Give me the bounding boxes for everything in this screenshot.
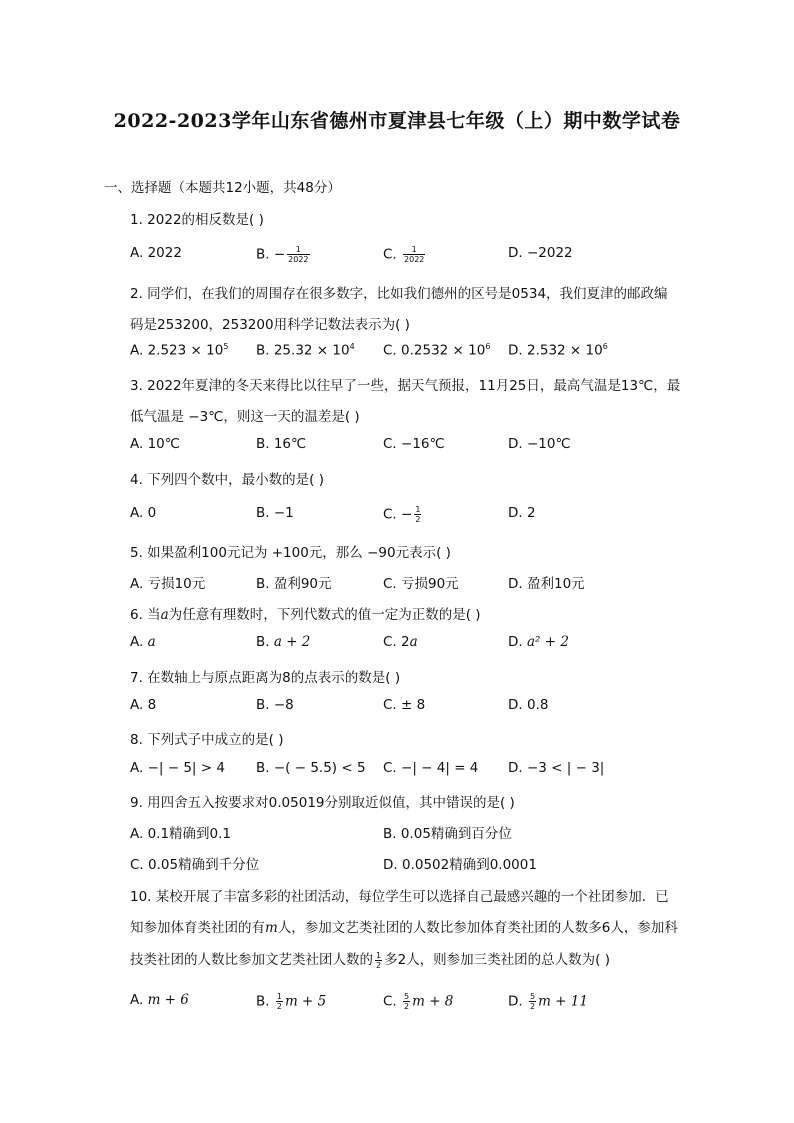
question-4-stem: 4. 下列四个数中，最小数的是( ) <box>130 472 324 488</box>
q5-option-b: B. 盈利90元 <box>256 576 332 592</box>
question-2-stem-line-1: 2. 同学们，在我们的周围存在很多数字，比如我们德州的区号是0534，我们夏津的邮政编 <box>130 286 668 302</box>
q7-option-d: D. 0.8 <box>508 697 549 713</box>
q1-option-c: C. $\frac{1}{2022}$ <box>383 245 425 264</box>
q10-option-b: B. $\frac{1}{2}$ m + 5 <box>256 992 327 1011</box>
q5-option-c: C. 亏损90元 <box>383 576 459 592</box>
fraction: $\frac{5}{2}$ <box>404 992 410 1011</box>
question-2-stem-line-2: 码是253200，253200用科学记数法表示为( ) <box>130 317 410 333</box>
q8-option-a: A. −| − 5| > 4 <box>130 760 225 776</box>
q5-option-d: D. 盈利10元 <box>508 576 585 592</box>
q4-option-d: D. 2 <box>508 505 536 521</box>
q3-option-a: A. 10℃ <box>130 436 180 452</box>
fraction: $\frac{1}{2022}$ <box>404 245 425 264</box>
section-heading: 一、选择题（本题共12小题，共48分） <box>104 180 341 196</box>
q6-option-a: A. a <box>130 634 156 650</box>
q6-option-d: D. a² + 2 <box>508 634 569 650</box>
fraction: $\frac{5}{2}$ <box>529 992 536 1011</box>
q10-option-d: D. $\frac{5}{2}$ m + 11 <box>508 992 588 1011</box>
question-6-stem: 6. 当a为任意有理数时，下列代数式的值一定为正数的是( ) <box>130 607 481 623</box>
q2-option-a: A. $2.523 \times 10^5$ <box>130 342 229 359</box>
q2-option-b: B. $25.32 \times 10^4$ <box>256 342 355 359</box>
q10-option-c: C. $\frac{5}{2}$ m + 8 <box>383 992 454 1011</box>
q1-option-b: B. − $\frac{1}{2022}$ <box>256 245 309 264</box>
question-3-stem-line-2: 低气温是 −3℃，则这一天的温差是( ) <box>130 409 360 425</box>
q8-option-c: C. −| − 4| = 4 <box>383 760 479 776</box>
fraction: $\frac{1}{2}$ <box>415 505 421 524</box>
q2-option-d: D. $2.532 \times 10^6$ <box>508 342 608 359</box>
q9-option-c: C. 0.05精确到千分位 <box>130 857 260 873</box>
q1-option-a: A. 2022 <box>130 245 182 261</box>
page-title: 2022-2023学年山东省德州市夏津县七年级（上）期中数学试卷 <box>113 110 681 132</box>
q7-option-a: A. 8 <box>130 697 157 713</box>
fraction: $\frac{1}{2}$ <box>276 992 282 1011</box>
q2-option-c: C. $0.2532 \times 10^6$ <box>383 342 491 359</box>
q6-option-b: B. a + 2 <box>256 634 311 650</box>
q8-option-b: B. −( − 5.5) < 5 <box>256 760 366 776</box>
question-7-stem: 7. 在数轴上与原点距离为8的点表示的数是( ) <box>130 670 401 686</box>
q8-option-d: D. −3 < | − 3| <box>508 760 605 776</box>
q4-option-a: A. 0 <box>130 505 157 521</box>
q4-option-b: B. −1 <box>256 505 294 521</box>
q9-option-a: A. 0.1精确到0.1 <box>130 826 232 842</box>
q1-option-d: D. −2022 <box>508 245 573 261</box>
question-10-stem-line-2: 知参加体育类社团的有m人，参加文艺类社团的人数比参加体育类社团的人数多6人，参加科 <box>130 920 678 936</box>
q10-option-a: A. m + 6 <box>130 992 189 1008</box>
q7-option-b: B. −8 <box>256 697 294 713</box>
question-3-stem-line-1: 3. 2022年夏津的冬天来得比以往早了一些，据天气预报，11月25日，最高气温是13℃，最 <box>130 378 681 394</box>
q5-option-a: A. 亏损10元 <box>130 576 206 592</box>
q3-option-b: B. 16℃ <box>256 436 307 452</box>
question-10-stem-line-1: 10. 某校开展了丰富多彩的社团活动，每位学生可以选择自己最感兴趣的一个社团参加．已 <box>130 889 669 905</box>
question-9-stem: 9. 用四舍五入按要求对0.05019分别取近似值，其中错误的是( ) <box>130 795 515 811</box>
question-10-stem-line-3: 技类社团的人数比参加文艺类社团人数的 $\frac{1}{2}$ 多2人，则参加三类社团的总人数为( ) <box>130 950 611 970</box>
q9-option-b: B. 0.05精确到百分位 <box>383 826 512 842</box>
q4-option-c: C. − $\frac{1}{2}$ <box>383 505 421 524</box>
fraction: $\frac{1}{2022}$ <box>288 245 309 264</box>
q3-option-c: C. −16℃ <box>383 436 445 452</box>
q9-option-d: D. 0.0502精确到0.0001 <box>383 857 537 873</box>
q3-option-d: D. −10℃ <box>508 436 571 452</box>
question-8-stem: 8. 下列式子中成立的是( ) <box>130 732 284 748</box>
question-1-stem: 1. 2022的相反数是( ) <box>130 212 264 228</box>
fraction: $\frac{1}{2}$ <box>376 950 382 970</box>
q7-option-c: C. ± 8 <box>383 697 426 713</box>
question-5-stem: 5. 如果盈利100元记为 +100元，那么 −90元表示( ) <box>130 545 451 561</box>
q6-option-c: C. 2a <box>383 634 418 650</box>
